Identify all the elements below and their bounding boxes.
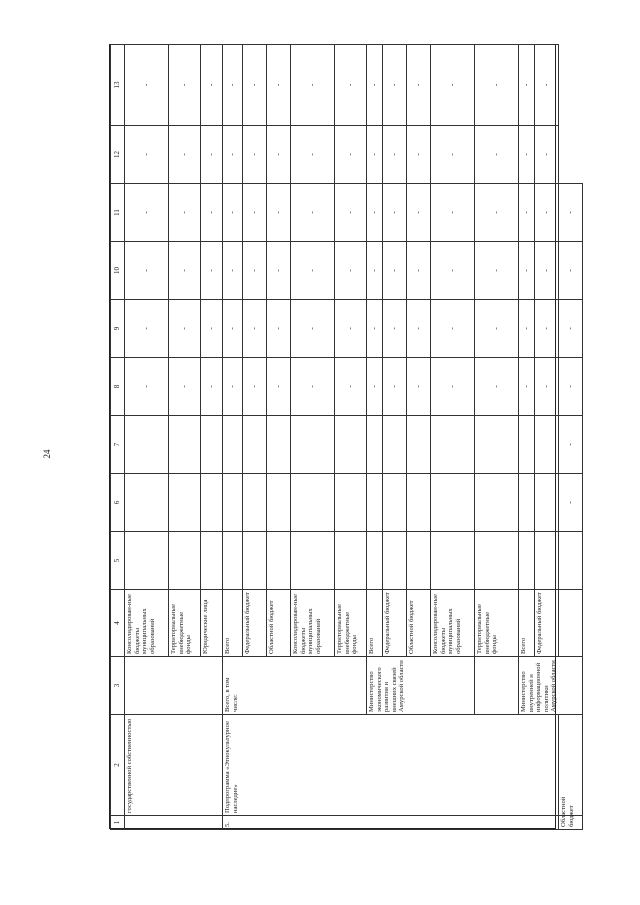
value-cell: - (367, 242, 383, 300)
source-cell: Территориальные внебюджетные фонды (335, 590, 367, 657)
budget-table (110, 44, 583, 830)
col-header: 10 (111, 242, 125, 300)
value-cell: - (267, 126, 291, 184)
value-cell: - (431, 184, 475, 242)
value-cell: - (535, 126, 559, 184)
value-cell: - (407, 358, 431, 416)
value-cell: - (367, 126, 383, 184)
source-cell: Консолидирован-ные бюджеты муниципальных образований (125, 590, 169, 657)
value-cell: - (475, 126, 519, 184)
value-cell: - (267, 300, 291, 358)
value-cell: - (383, 358, 407, 416)
value-cell: - (223, 126, 243, 184)
value-cell: - (519, 184, 535, 242)
source-cell: Федеральный бюджет (535, 590, 559, 657)
value-cell: - (475, 184, 519, 242)
value-cell: - (267, 242, 291, 300)
col-header: 11 (111, 184, 125, 242)
col-header: 13 (111, 45, 125, 126)
executor-cell: Всего, в том числе: (223, 657, 367, 715)
header-row (111, 45, 125, 830)
col-header: 9 (111, 300, 125, 358)
value-cell: - (125, 300, 169, 358)
value-cell: - (335, 242, 367, 300)
value-cell: - (407, 242, 431, 300)
value-cell: - (383, 126, 407, 184)
value-cell: - (383, 242, 407, 300)
col-header: 6 (111, 474, 125, 532)
value-cell: - (169, 45, 201, 126)
table-row (223, 45, 243, 830)
source-cell: Областной бюджет (267, 590, 291, 657)
value-cell: - (243, 300, 267, 358)
value-cell: - (267, 358, 291, 416)
value-cell: - (201, 45, 223, 126)
value-cell: - (335, 45, 367, 126)
value-cell: - (125, 358, 169, 416)
value-cell: - (169, 358, 201, 416)
value-cell: - (367, 358, 383, 416)
value-cell: - (291, 242, 335, 300)
source-cell: Территориальные внебюджетные фонды (475, 590, 519, 657)
value-cell: - (125, 126, 169, 184)
source-cell: Консолидирован-ные бюджеты муниципальных образований (431, 590, 475, 657)
value-cell: - (559, 358, 583, 416)
value-cell: - (407, 126, 431, 184)
source-cell: Всего (367, 590, 383, 657)
value-cell: - (383, 45, 407, 126)
value-cell: - (367, 45, 383, 126)
col-header: 2 (111, 715, 125, 816)
source-cell: Федеральный бюджет (243, 590, 267, 657)
col-header: 1 (111, 816, 125, 830)
value-cell: - (559, 474, 583, 532)
value-cell: - (201, 242, 223, 300)
value-cell: - (431, 300, 475, 358)
value-cell: - (475, 242, 519, 300)
col-header: 12 (111, 126, 125, 184)
value-cell: - (291, 45, 335, 126)
value-cell: - (223, 242, 243, 300)
value-cell: - (223, 45, 243, 126)
value-cell: - (335, 300, 367, 358)
executor-cell: Министерство экономического развития и внешних связей Амурской области (367, 657, 475, 715)
value-cell: - (519, 242, 535, 300)
table-row (367, 45, 383, 830)
table-row (125, 45, 169, 830)
col-header: 5 (111, 532, 125, 590)
col-header: 3 (111, 657, 125, 715)
value-cell: - (407, 184, 431, 242)
value-cell: - (243, 45, 267, 126)
page-number: 24 (42, 449, 52, 459)
value-cell: - (169, 184, 201, 242)
value-cell: - (383, 300, 407, 358)
value-cell: - (367, 300, 383, 358)
value-cell: - (407, 45, 431, 126)
col-header: 8 (111, 358, 125, 416)
value-cell: - (519, 45, 535, 126)
value-cell: - (243, 358, 267, 416)
value-cell: - (431, 126, 475, 184)
source-cell: Всего (519, 590, 535, 657)
source-cell: Территориальные внебюджетные фонды (169, 590, 201, 657)
value-cell: - (431, 45, 475, 126)
value-cell: - (267, 184, 291, 242)
value-cell: - (201, 358, 223, 416)
value-cell: - (431, 242, 475, 300)
value-cell: - (169, 300, 201, 358)
col-header: 4 (111, 590, 125, 657)
value-cell: - (407, 300, 431, 358)
value-cell: - (243, 242, 267, 300)
value-cell: - (223, 184, 243, 242)
value-cell: - (291, 184, 335, 242)
value-cell: - (475, 45, 519, 126)
value-cell: - (169, 242, 201, 300)
value-cell: - (383, 184, 407, 242)
executor-cell (125, 657, 223, 715)
row-number-cell (125, 816, 223, 830)
value-cell: - (519, 300, 535, 358)
value-cell: - (431, 358, 475, 416)
value-cell: - (335, 126, 367, 184)
source-cell: Федеральный бюджет (383, 590, 407, 657)
value-cell: - (291, 358, 335, 416)
value-cell: - (201, 184, 223, 242)
value-cell: - (367, 184, 383, 242)
value-cell: - (475, 358, 519, 416)
value-cell: - (125, 45, 169, 126)
value-cell: - (519, 358, 535, 416)
program-name-cell: государственной собственностью (125, 715, 223, 816)
budget-table-page (109, 44, 575, 829)
table-row (519, 45, 535, 830)
value-cell: - (169, 126, 201, 184)
value-cell: - (335, 184, 367, 242)
value-cell: - (519, 126, 535, 184)
value-cell: - (243, 126, 267, 184)
value-cell: - (291, 300, 335, 358)
executor-cell (475, 657, 519, 715)
value-cell: - (125, 242, 169, 300)
value-cell: - (201, 300, 223, 358)
value-cell: - (291, 126, 335, 184)
value-cell: - (125, 184, 169, 242)
col-header: 7 (111, 416, 125, 474)
value-cell: - (559, 300, 583, 358)
value-cell: - (201, 126, 223, 184)
value-cell: - (475, 300, 519, 358)
source-cell: Юридические лица (201, 590, 223, 657)
source-cell: Консолидирован-ные бюджеты муниципальных образований (291, 590, 335, 657)
value-cell: - (267, 45, 291, 126)
executor-cell: Министерство внутренней и информационной политики Амурской области (519, 657, 583, 715)
value-cell: - (223, 300, 243, 358)
value-cell: - (535, 184, 559, 242)
value-cell: - (335, 358, 367, 416)
source-cell: Областной бюджет (559, 816, 583, 830)
value-cell: - (535, 300, 559, 358)
value-cell: - (535, 45, 559, 126)
row-number-cell: 5. (223, 816, 559, 830)
source-cell: Всего (223, 590, 243, 657)
value-cell: - (559, 184, 583, 242)
subprogram-name-cell: Подпрограмма «Этнокультурное наследие» (223, 715, 559, 816)
source-cell: Областной бюджет (407, 590, 431, 657)
value-cell: - (535, 242, 559, 300)
value-cell: - (243, 184, 267, 242)
value-cell: - (559, 242, 583, 300)
table-row (475, 45, 519, 830)
value-cell: - (535, 358, 559, 416)
value-cell: - (223, 358, 243, 416)
value-cell: - (559, 416, 583, 474)
